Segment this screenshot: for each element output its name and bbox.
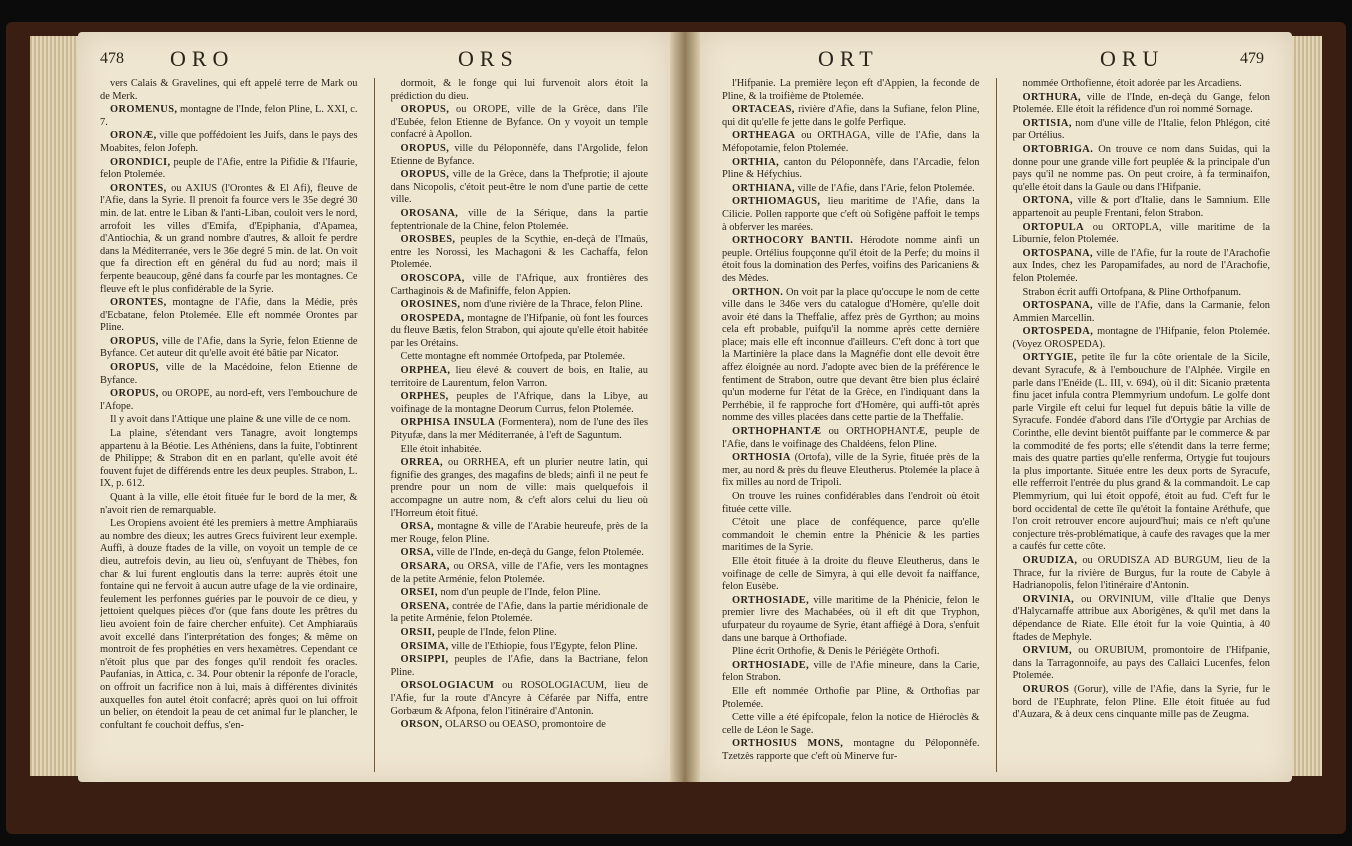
entry-text: ou OROPE, ville de la Grèce, dans l'île d'Eubée, felon Etienne de Byfance. On y voyoit un temple confacré à Apollon. xyxy=(390,104,648,141)
entry-text: ville de l'Afrique, aux frontières des Carthaginois & de Mafiniffe, felon Appien. xyxy=(390,272,648,297)
entry-headword: ORTOSPEDA, xyxy=(1022,326,1094,338)
dictionary-entry xyxy=(391,273,649,298)
dictionary-entry xyxy=(391,143,649,168)
entry-headword: ORSOLOGIACUM xyxy=(400,680,495,692)
entry-headword: ORTONA, xyxy=(1022,195,1073,207)
dictionary-entry xyxy=(100,414,358,427)
dictionary-entry xyxy=(391,313,649,351)
entry-text: (Formentera), nom de l'une des îles Pityufæ, dans la mer Méditerranée, à l'eft de Saguntum. xyxy=(390,417,648,442)
entry-text: nom d'un peuple de l'Inde, felon Pline. xyxy=(440,587,601,599)
entry-headword: ORVINIA, xyxy=(1022,593,1075,605)
entry-text: petite île fur la côte orientale de la Sicile, devant Syracufe, & à l'embouchure de l'Alphée. Virgile en parle dans l'Enéide (L. III, v. 694), où il dit: Sicanio prætenta finu jacet infula contra Plemmyrium undofum. Le golfe dont parle Virgile eft celui fur lequel fut depuis bâtie la ville de Syracufe. Fondée d'abord dans l'île d'Ortygie par Archias de Corinthe, elle devint bientôt puiffante par le commerce & par la commodité de fes ports; elle s'étendit dans la terre ferme; mais des quatre parties qu'elle renferma, Ortygie fut toujours la plus importante. Située entre les deux ports de Syracufe, elle refferroit l'entrée du plus grand & la commandoit. Le cap Plemmyrium, qui lui étoit oppofé, étoit au fud. C'eft fur le bord occidental de cette île qu'étoit la fontaine Aréthufe, que l'on croit retrouver encore aujourd'hui; mais ce n'eft qu'une conjecture très-problématique, à caufe des ravages que la mer a caufés fur cette côte. xyxy=(1012,352,1270,553)
entry-text: montagne de l'Hifpanie, felon Ptolemée. (Voyez OROSPEDA). xyxy=(1012,326,1270,350)
entry-text: nommée Orthofienne, étoit adorée par les Arcadiens. xyxy=(1022,78,1242,89)
dictionary-entry xyxy=(391,561,649,586)
dictionary-entry xyxy=(100,336,358,361)
dictionary-entry xyxy=(722,686,980,711)
entry-text: ville de l'Inde, en-deçà du Gange, felon Ptolemée. Elle étoit la réfidence d'un roi nommé Sornage. xyxy=(1012,91,1270,116)
entry-text: ville de l'Ethiopie, fous l'Egypte, felon Pline. xyxy=(451,640,638,652)
entry-text: On trouve ce nom dans Suidas, qui la donne pour une grande ville fort peuplée & la principale d'un pays qu'il ne nomme pas. On peut croire, à fa terminaifon, qu'elle étoit dans la Gaule ou dans l'Hifpanie. xyxy=(1012,143,1270,193)
dictionary-entry xyxy=(722,660,980,685)
dictionary-entry xyxy=(722,738,980,763)
entry-headword: ORTHIANA, xyxy=(732,182,795,194)
dictionary-entry xyxy=(391,641,649,654)
dictionary-entry xyxy=(1013,352,1271,554)
entry-headword: ORSII, xyxy=(400,626,435,638)
entry-text: ville de l'Inde, en-deçà du Gange, felon Ptolemée. xyxy=(436,547,644,559)
entry-text: peuple de l'Afie, entre la Pifidie & l'Ifaurie, felon Ptolemée. xyxy=(100,156,358,181)
dictionary-entry xyxy=(391,351,649,364)
entry-headword: ORTHOCORY BANTII. xyxy=(732,235,854,247)
entry-text: montagne de l'Afie, dans la Médie, près d'Ecbatane, felon Ptolemée. Elle eft nommée Orontes par Pline. xyxy=(100,297,358,334)
dictionary-entry xyxy=(722,712,980,737)
entry-text: peuples de la Scythie, en-deçà de l'Imaüs, entre les Norossi, les Machagoni & les Cachaffa, felon Ptolemée. xyxy=(390,234,648,271)
entry-text: ou OROPE, au nord-eft, vers l'embouchure de l'Afope. xyxy=(100,388,358,412)
dictionary-entry xyxy=(100,78,358,103)
dictionary-entry xyxy=(722,287,980,426)
entry-headword: ORTYGIE, xyxy=(1022,352,1078,364)
entry-text: ville du Péloponnèfe, dans l'Argolide, felon Etienne de Byfance. xyxy=(390,142,648,167)
dictionary-entry xyxy=(722,235,980,285)
entry-headword: ORSENA, xyxy=(400,600,450,612)
entry-headword: ORSIPPI, xyxy=(400,654,449,666)
entry-headword: ORTHON. xyxy=(732,286,784,298)
dictionary-entry xyxy=(722,491,980,516)
entry-text: rivière d'Afie, dans la Sufiane, felon Pline, qui dit qu'elle fe jette dans le golfe Perfique. xyxy=(722,104,980,128)
dictionary-entry xyxy=(391,654,649,679)
entry-headword: ORTHEAGA xyxy=(732,130,796,142)
dictionary-entry xyxy=(391,587,649,600)
left-page xyxy=(78,32,670,782)
entry-text: Cette montagne eft nommée Ortofpeda, par Ptolemée. xyxy=(400,351,625,363)
entry-text: Quant à la ville, elle étoit fituée fur le bord de la mer, & n'avoit rien de remarquable. xyxy=(100,492,358,516)
entry-text: nom d'une ville de l'Italie, felon Phlégon, cité par Ortélius. xyxy=(1012,117,1270,142)
entry-headword: ORTHOSIADE, xyxy=(732,594,810,606)
entry-text: ville de la Sérique, dans la partie feptentrionale de la Chine, felon Ptolemée. xyxy=(390,207,648,232)
entry-headword: ORSIMA, xyxy=(400,640,449,652)
dictionary-entry xyxy=(722,556,980,594)
page-edges-left xyxy=(30,36,78,776)
dictionary-entry xyxy=(391,457,649,520)
dictionary-entry xyxy=(391,78,649,103)
left-columns xyxy=(100,78,648,772)
left-page-number: 478 xyxy=(100,50,124,67)
entry-text: Elle étoit inhabitée. xyxy=(400,443,482,455)
dictionary-entry xyxy=(1013,645,1271,683)
dictionary-entry xyxy=(1013,92,1271,117)
entry-text: On voit par la place qu'occupe le nom de cette ville dans le 346e vers du catalogue d'Homère, qu'elle doit avoir été dans la Theffalie, affez près de Gyrthon; au moins cela eft probable, puifqu'il la nomme après cette dernière place; mais elle eft inconnue d'ailleurs. C'eft donc à tort que la Martinière la place dans la Magnéfie dont elle devoit être affez éloignée au nord. J'adopte avec bien de la préférence le fentiment de Strabon, outre que devant être bien plus éclairé qu'un moderne fur l'état de la Grèce, en l'indiquant dans la Perrhébie, il fe rapproche fort d'Homère, qui auffi-tôt après nomme des villes placées dans cette partie de la Theffalie. xyxy=(722,286,980,424)
column-rule xyxy=(374,78,375,772)
dictionary-entry xyxy=(391,208,649,233)
entry-headword: OROSPEDA, xyxy=(400,312,465,324)
right-column-1 xyxy=(722,78,980,772)
entry-headword: ORTHOSIA xyxy=(732,452,791,464)
entry-headword: OROPUS, xyxy=(400,142,450,154)
entry-headword: ORREA, xyxy=(400,457,444,469)
entry-text: ou ORRHEA, eft un plurier neutre latin, qui fignifie des granges, des magafins de bleds; ainfi il ne peut fe prendre pour un nom de ville: mais quelquefois il accompagne un autre nom, & c'eft alors celui du lieu où l'Horreum étoit fitué. xyxy=(390,457,648,519)
dictionary-entry xyxy=(391,391,649,416)
dictionary-entry xyxy=(1013,118,1271,143)
entry-headword: ORTACEAS, xyxy=(732,104,795,116)
dictionary-entry xyxy=(391,444,649,457)
entry-headword: ORTHOSIUS MONS, xyxy=(732,738,844,750)
left-head-word-2: ORS xyxy=(458,46,519,71)
entry-text: Hérodote nomme ainfi un peuple. Ortélius foupçonne qu'il étoit de la Perfe; du moins il étoit fous la domination des Perfes, voifins des Paricaniens & des Mèdes. xyxy=(722,235,980,284)
dictionary-entry xyxy=(1013,555,1271,593)
entry-text: montagne de l'Hifpanie, où font les fources du fleuve Bætis, felon Strabon, qui ajoute qu'elle étoit habitée par les Orétains. xyxy=(390,312,648,349)
entry-headword: OROPUS, xyxy=(110,362,159,374)
dictionary-entry xyxy=(100,130,358,155)
entry-headword: ORONTES, xyxy=(110,182,167,194)
entry-headword: ORPHES, xyxy=(400,391,449,403)
entry-text: ou ORTOPLA, ville maritime de la Liburnie, felon Ptolemée. xyxy=(1012,221,1270,246)
entry-text: Les Oropiens avoient été les premiers à mettre Amphiaraüs au nombre des dieux; les autres Grecs fuivirent leur exemple. Auffi, à douze ftades de la ville, on voyoit un temple de ce dieu, autrefois devin, au lieu où, s'enfuyant de Thèbes, fon char & lui furent engloutis dans la terre: auprès étoit une fontaine qui ne fervoit à aucun autre ufage de la vie ordinaire, feulement les perfonnes guéries par le pouvoir de ce dieu, y jettoient quelques pièces d'or (que fans doute les prêtres du lieu avoient foin de faire chercher enfuite). Cet Amphiaraüs avoit excellé dans l'interprétation des fonges; & même on montroit de fes prophéties en vers hexamètres. Cependant ce n'étoit plus que par des fonges qu'il rendoit fes oracles. Paufanias, in Attica, c. 34. Pour obtenir la réponfe de l'oracle, on offroit un facrifice non à lui, mais à différentes divinités auxquelles fon autel étoit confacré; après quoi on lui offroit un belier, on étendoit la peau de cet animal fur le plancher, le confultant fe couchoit deffus, s'en- xyxy=(100,518,358,731)
dictionary-entry xyxy=(1013,684,1271,722)
entry-headword: ORTHOPHANTÆ xyxy=(732,426,822,438)
entry-text: Il y avoit dans l'Attique une plaine & une ville de ce nom. xyxy=(110,414,351,426)
entry-text: ville de l'Afie, dans l'Arie, felon Ptolemée. xyxy=(797,182,975,194)
left-head-word-1: ORO xyxy=(170,46,235,71)
left-running-head xyxy=(78,46,670,76)
entry-text: peuples de l'Afie, dans la Bactriane, felon Pline. xyxy=(390,654,648,678)
entry-headword: OROMENUS, xyxy=(110,104,178,116)
dictionary-entry xyxy=(100,362,358,387)
entry-headword: OROPUS, xyxy=(110,335,159,347)
dictionary-entry xyxy=(722,595,980,645)
entry-text: ou ORUDISZA AD BURGUM, lieu de la Thrace, fur la rivière de Burgus, fur la route de Cabyle à Hadrianopolis, felon l'itinéraire d'Antonin. xyxy=(1012,554,1270,592)
entry-text: vers Calais & Gravelines, qui eft appelé terre de Mark ou de Merk. xyxy=(100,78,358,102)
entry-text: ou ROSOLOGIACUM, lieu de l'Afie, fur la route d'Ancyre à Céfarée par Niffa, entre Gorbæum & Afpona, felon l'itinéraire d'Antonin. xyxy=(390,680,648,717)
entry-headword: ORTOSPANA, xyxy=(1022,300,1094,312)
dictionary-entry xyxy=(1013,78,1271,91)
entry-text: l'Hifpanie. La première leçon eft d'Appien, la feconde de Pline, & la troifième de Ptolemée. xyxy=(722,78,980,102)
entry-text: ville de l'Afie mineure, dans la Carie, felon Strabon. xyxy=(722,659,980,684)
column-rule xyxy=(996,78,997,772)
right-running-head xyxy=(700,46,1292,76)
dictionary-entry xyxy=(722,646,980,659)
entry-text: OLARSO ou OEASO, promontoire de xyxy=(445,719,606,731)
entry-headword: OROPUS, xyxy=(400,169,450,181)
dictionary-entry xyxy=(100,183,358,296)
entry-headword: ORTHIOMAGUS, xyxy=(732,196,821,208)
dictionary-entry xyxy=(1013,144,1271,194)
dictionary-entry xyxy=(391,547,649,560)
page-edges-right xyxy=(1292,36,1322,776)
entry-headword: OROSBES, xyxy=(400,234,456,246)
left-column-2 xyxy=(391,78,649,772)
dictionary-entry xyxy=(391,169,649,207)
entry-headword: ORUDIZA, xyxy=(1022,554,1078,566)
entry-text: ou ORTHOPHANTÆ, peuple de l'Afie, dans le voifinage des Chaldéens, felon Pline. xyxy=(722,426,980,450)
entry-headword: ORSEI, xyxy=(400,587,438,599)
entry-headword: ORTOPULA xyxy=(1022,221,1085,233)
dictionary-entry xyxy=(722,130,980,155)
entry-text: ville que poffédoient les Juifs, dans le pays des Moabites, felon Jofeph. xyxy=(100,130,358,154)
dictionary-entry xyxy=(722,517,980,555)
dictionary-entry xyxy=(391,365,649,390)
entry-headword: ORTOSPANA, xyxy=(1022,247,1094,259)
entry-text: nom d'une rivière de la Thrace, felon Pline. xyxy=(463,299,643,311)
dictionary-entry xyxy=(1013,222,1271,247)
entry-text: canton du Péloponnèfe, dans l'Arcadie, felon Pline & Héfychius. xyxy=(722,156,980,181)
entry-text: La plaine, s'étendant vers Tanagre, avoit longtemps appartenu à la Béotie. Les Athéniens, dans la fuite, l'obtinrent de Philippe; & Strabon dit en en parlant, qu'elle avoit été fouvent fujet de différends entre les deux peuples. Strabon, L. IX, p. 612. xyxy=(100,428,358,490)
entry-headword: ORSON, xyxy=(400,719,443,731)
dictionary-entry xyxy=(1013,287,1271,300)
entry-text: Elle étoit fituée à la droite du fleuve Eleutherus, dans le voifinage de celle de Simyra, à qui elle devoit fa naiffance, felon Eusèbe. xyxy=(722,555,980,593)
entry-headword: ORUROS xyxy=(1022,683,1070,695)
entry-text: Pline écrit Orthofie, & Denis le Périégète Orthofi. xyxy=(732,646,940,658)
entry-headword: ORTHOSIADE, xyxy=(732,659,810,671)
entry-headword: ORTHIA, xyxy=(732,156,780,168)
entry-headword: ORONTES, xyxy=(110,297,167,309)
entry-headword: ORONDICI, xyxy=(110,156,171,168)
entry-headword: ORSARA, xyxy=(400,560,450,572)
dictionary-entry xyxy=(100,492,358,517)
dictionary-entry xyxy=(391,601,649,626)
dictionary-entry xyxy=(100,104,358,129)
entry-text: ville & port d'Italie, dans le Samnium. Elle appartenoit au peuple Frentani, felon Strabon. xyxy=(1012,195,1270,219)
entry-text: montagne de l'Inde, felon Pline, L. XXI, c. 7. xyxy=(100,104,358,128)
dictionary-entry xyxy=(1013,248,1271,286)
entry-headword: ORSA, xyxy=(400,547,434,559)
entry-text: Cette ville a été épifcopale, felon la notice de Hiéroclès & celle de Léon le Sage. xyxy=(722,712,980,736)
entry-headword: OROSANA, xyxy=(400,207,459,219)
dictionary-entry xyxy=(100,428,358,491)
dictionary-entry xyxy=(1013,594,1271,644)
entry-text: lieu élevé & couvert de bois, en Italie, au territoire de Laurentum, felon Varron. xyxy=(390,365,648,389)
dictionary-entry xyxy=(391,234,649,272)
entry-text: ou ORVINIUM, ville d'Italie que Denys d'Halycarnaffe attribue aux Aborigènes, & qu'il met dans la dépendance de Riate. Elle étoit fur la voie Quintia, à 40 ftades de Mephyle. xyxy=(1012,593,1270,643)
right-page-number: 479 xyxy=(1240,50,1264,67)
entry-text: ville maritime de la Phénicie, felon le premier livre des Machabées, où il eft dit que Tryphon, ufurpateur du royaume de Syrie, étant affiégé à Dora, s'enfuit dans une barque à Orthofiade. xyxy=(722,594,980,644)
dictionary-entry xyxy=(1013,300,1271,325)
entry-text: lieu maritime de l'Afie, dans la Cilicie. Pollen rapporte que c'eft où Sofigène paffoit le temps à obferver les marées. xyxy=(722,196,980,233)
right-head-word-2: ORU xyxy=(1100,46,1165,71)
entry-text: (Gorur), ville de l'Afie, dans la Syrie, fur le bord de l'Euphrate, felon Pline. Elle étoit fituée au fud d'Auzara, & à deux cens cinquante mille pas de Zeugma. xyxy=(1012,683,1270,721)
dictionary-entry xyxy=(722,78,980,103)
entry-text: Strabon écrit auffi Ortofpana, & Pline Orthofpanum. xyxy=(1022,286,1242,298)
right-columns xyxy=(722,78,1270,772)
entry-text: dormoit, & le fonge qui lui furvenoit alors étoit la prédiction du dieu. xyxy=(390,78,648,102)
dictionary-entry xyxy=(1013,195,1271,220)
entry-headword: ORVIUM, xyxy=(1022,645,1072,657)
dictionary-entry xyxy=(722,452,980,490)
dictionary-entry xyxy=(1013,326,1271,351)
entry-text: montagne & ville de l'Arabie heureufe, près de la mer Rouge, felon Pline. xyxy=(390,521,648,545)
entry-headword: ORTISIA, xyxy=(1022,117,1072,129)
entry-text: montagne du Péloponnèfe. Tzetzès rapporte que c'eft où Minerve fur- xyxy=(722,738,980,762)
entry-headword: OROPUS, xyxy=(110,388,159,400)
dictionary-entry xyxy=(391,104,649,142)
left-column-1 xyxy=(100,78,358,772)
entry-headword: ORPHEA, xyxy=(400,365,451,377)
entry-text: peuple de l'Inde, felon Pline. xyxy=(437,626,557,638)
dictionary-entry xyxy=(722,426,980,451)
entry-text: ville de l'Afie, dans la Syrie, felon Etienne de Byfance. Cet auteur dit qu'elle avoit été bâtie par Nicator. xyxy=(100,335,358,360)
entry-text: ou ORTHAGA, ville de l'Afie, dans la Méfopotamie, felon Ptolemée. xyxy=(722,130,980,154)
entry-headword: OROPUS, xyxy=(400,104,450,116)
entry-text: ou ORUBIUM, promontoire de l'Hifpanie, dans la Tarragonnoife, au pays des Callaici Lucenfes, felon Ptolemée. xyxy=(1012,645,1270,682)
entry-headword: ORPHISA INSULA xyxy=(400,417,496,429)
dictionary-entry xyxy=(722,196,980,234)
entry-text: ou AXIUS (l'Orontes & El Afi), fleuve de l'Afie, dans la Syrie. Il prenoit fa fource vers le 35e degré 30 min. de lat. entre le Liban & l'anti-Liban, couloit vers le nord, arrofoit les villes d'Emifa, d'Epiphania, d'Apamea, d'Antiochia, & un grand nombre d'autres, & alloit fe perdre dans la Méditerranée, vers le 36e degré 5 min. de lat. On voit que fa direction eft en général du fud au nord; mais il ferpente beaucoup, gêné dans fa courfe par les montagnes. Ce fleuve eft le plus confidérable de la Syrie. xyxy=(100,182,358,295)
right-page xyxy=(700,32,1292,782)
entry-text: C'étoit une place de conféquence, parce qu'elle commandoit le chemin entre la Phénicie & les parties maritimes de la Syrie. xyxy=(722,517,980,554)
dictionary-entry xyxy=(391,680,649,718)
right-head-word-1: ORT xyxy=(818,46,879,71)
dictionary-entry xyxy=(100,518,358,732)
dictionary-entry xyxy=(391,627,649,640)
dictionary-entry xyxy=(391,521,649,546)
entry-text: peuples de l'Afrique, dans la Libye, au voifinage de la montagne Deorum Currus, felon Ptolemée. xyxy=(390,391,648,415)
entry-text: ville de l'Afie, fur la route de l'Arachofie aux Indes, chez les Paropamifades, au nord de l'Arachofie, felon Ptolemée. xyxy=(1012,247,1270,284)
entry-headword: ORTHURA, xyxy=(1022,91,1082,103)
dictionary-entry xyxy=(722,183,980,196)
entry-text: Elle eft nommée Orthofie par Pline, & Orthofias par Ptolemée. xyxy=(722,685,980,710)
dictionary-entry xyxy=(100,157,358,182)
entry-text: ou ORSA, ville de l'Afie, vers les montagnes de la petite Arménie, felon Ptolemée. xyxy=(390,560,648,585)
entry-headword: OROSCOPA, xyxy=(400,272,465,284)
entry-text: contrée de l'Afie, dans la partie méridionale de la petite Arménie, felon Ptolemée. xyxy=(390,600,648,625)
entry-headword: ORSA, xyxy=(400,521,434,533)
entry-text: (Ortofa), ville de la Syrie, fituée près de la mer, au nord & près du fleuve Eleutherus. Ptolemée la place à fix milles au nord de Tripoli. xyxy=(722,452,980,489)
entry-text: ville de la Macédoine, felon Etienne de Byfance. xyxy=(100,362,358,386)
dictionary-entry xyxy=(722,104,980,129)
dictionary-entry xyxy=(100,388,358,413)
dictionary-entry xyxy=(391,299,649,312)
dictionary-entry xyxy=(391,417,649,442)
entry-text: On trouve les ruines confidérables dans l'endroit où étoit fituée cette ville. xyxy=(722,491,980,515)
entry-headword: ORTOBRIGA. xyxy=(1022,143,1094,155)
entry-headword: OROSINES, xyxy=(400,299,461,311)
entry-headword: ORONÆ, xyxy=(110,130,157,142)
dictionary-entry xyxy=(722,157,980,182)
dictionary-entry xyxy=(100,297,358,335)
entry-text: ville de l'Afie, dans la Carmanie, felon Ammien Marcellin. xyxy=(1012,300,1270,324)
entry-text: ville de la Grèce, dans la Thefprotie; il ajoute dans Nicopolis, c'étoit peut-être le nom d'une partie de cette ville. xyxy=(390,169,648,206)
dictionary-entry xyxy=(391,719,649,732)
right-column-2 xyxy=(1013,78,1271,772)
book-gutter xyxy=(670,32,700,782)
